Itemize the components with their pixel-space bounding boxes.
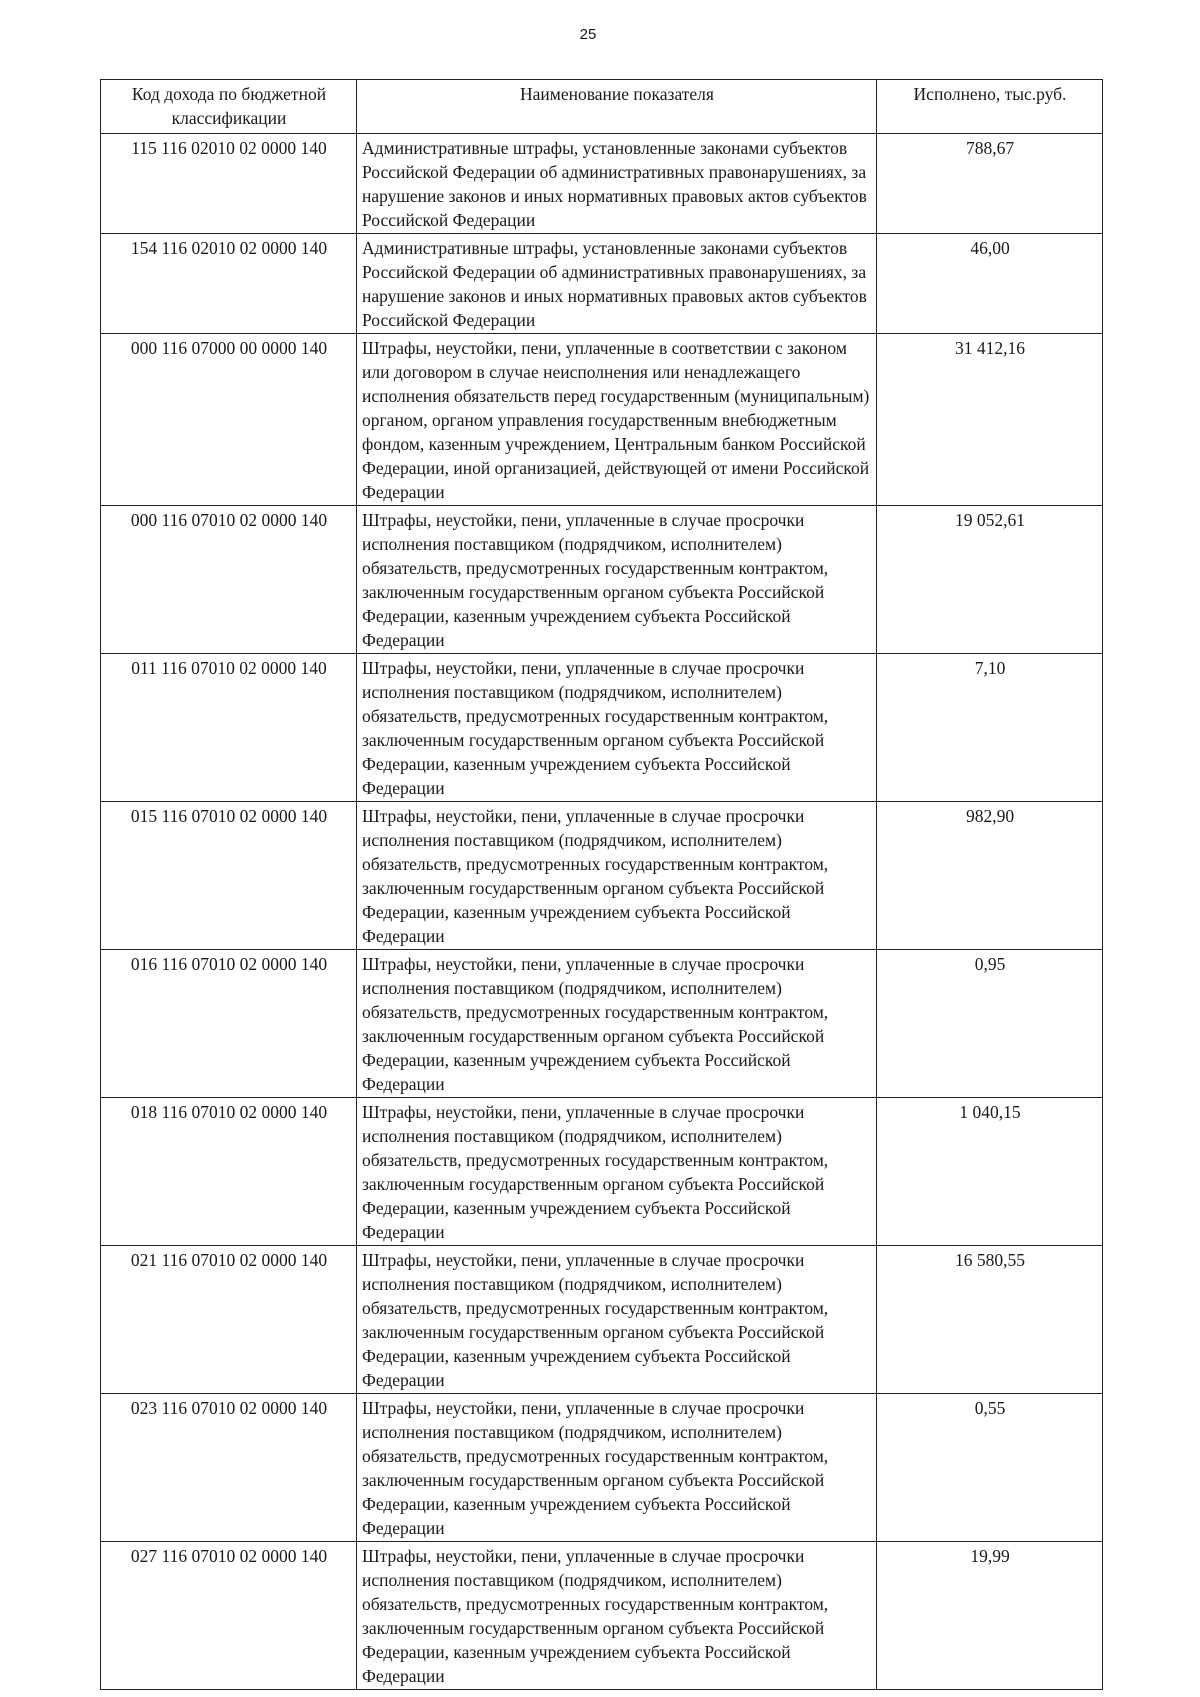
table-row xyxy=(101,1246,1103,1394)
row-name: Штрафы, неустойки, пени, уплаченные в случае просрочки исполнения поставщиком (подрядчиком, исполнителем) обязательств, предусмотренных государственным контрактом, заключенным государственным органом субъекта Российской Федерации, казенным учреждением субъекта Российской Федерации xyxy=(357,950,877,1098)
row-code: 154 116 02010 02 0000 140 xyxy=(101,234,357,334)
row-code: 027 116 07010 02 0000 140 xyxy=(101,1542,357,1690)
row-name: Административные штрафы, установленные законами субъектов Российской Федерации об административных правонарушениях, за нарушение законов и иных нормативных правовых актов субъектов Российской Федерации xyxy=(357,234,877,334)
header-name: Наименование показателя xyxy=(357,80,877,134)
table-body xyxy=(101,134,1103,1690)
table-row xyxy=(101,234,1103,334)
row-value: 19 052,61 xyxy=(877,506,1103,654)
row-code: 115 116 02010 02 0000 140 xyxy=(101,134,357,234)
row-name: Штрафы, неустойки, пени, уплаченные в случае просрочки исполнения поставщиком (подрядчиком, исполнителем) обязательств, предусмотренных государственным контрактом, заключенным государственным органом субъекта Российской Федерации, казенным учреждением субъекта Российской Федерации xyxy=(357,1246,877,1394)
row-name: Административные штрафы, установленные законами субъектов Российской Федерации об административных правонарушениях, за нарушение законов и иных нормативных правовых актов субъектов Российской Федерации xyxy=(357,134,877,234)
row-name: Штрафы, неустойки, пени, уплаченные в случае просрочки исполнения поставщиком (подрядчиком, исполнителем) обязательств, предусмотренных государственным контрактом, заключенным государственным органом субъекта Российской Федерации, казенным учреждением субъекта Российской Федерации xyxy=(357,802,877,950)
row-name: Штрафы, неустойки, пени, уплаченные в случае просрочки исполнения поставщиком (подрядчиком, исполнителем) обязательств, предусмотренных государственным контрактом, заключенным государственным органом субъекта Российской Федерации, казенным учреждением субъекта Российской Федерации xyxy=(357,1394,877,1542)
row-value: 46,00 xyxy=(877,234,1103,334)
row-code: 021 116 07010 02 0000 140 xyxy=(101,1246,357,1394)
row-value: 0,55 xyxy=(877,1394,1103,1542)
row-value: 16 580,55 xyxy=(877,1246,1103,1394)
row-code: 023 116 07010 02 0000 140 xyxy=(101,1394,357,1542)
table-row xyxy=(101,1542,1103,1690)
row-value: 7,10 xyxy=(877,654,1103,802)
table-row xyxy=(101,1098,1103,1246)
row-name: Штрафы, неустойки, пени, уплаченные в соответствии с законом или договором в случае неисполнения или ненадлежащего исполнения обязательств перед государственным (муниципальным) органом, органом управления государственным внебюджетным фондом, казенным учреждением, Центральным банком Российской Федерации, иной организацией, действующей от имени Российской Федерации xyxy=(357,334,877,506)
row-value: 982,90 xyxy=(877,802,1103,950)
page-number: 25 xyxy=(579,26,597,43)
row-name: Штрафы, неустойки, пени, уплаченные в случае просрочки исполнения поставщиком (подрядчиком, исполнителем) обязательств, предусмотренных государственным контрактом, заключенным государственным органом субъекта Российской Федерации, казенным учреждением субъекта Российской Федерации xyxy=(357,506,877,654)
row-code: 000 116 07010 02 0000 140 xyxy=(101,506,357,654)
table-row xyxy=(101,134,1103,234)
table-row xyxy=(101,506,1103,654)
table-row xyxy=(101,654,1103,802)
row-code: 000 116 07000 00 0000 140 xyxy=(101,334,357,506)
header-code: Код дохода по бюджетной классификации xyxy=(101,80,357,134)
row-value: 788,67 xyxy=(877,134,1103,234)
table-row xyxy=(101,802,1103,950)
table-row xyxy=(101,1394,1103,1542)
revenue-table xyxy=(100,79,1103,1690)
row-name: Штрафы, неустойки, пени, уплаченные в случае просрочки исполнения поставщиком (подрядчиком, исполнителем) обязательств, предусмотренных государственным контрактом, заключенным государственным органом субъекта Российской Федерации, казенным учреждением субъекта Российской Федерации xyxy=(357,1542,877,1690)
row-value: 0,95 xyxy=(877,950,1103,1098)
table-row xyxy=(101,950,1103,1098)
table-header xyxy=(101,80,1103,134)
row-name: Штрафы, неустойки, пени, уплаченные в случае просрочки исполнения поставщиком (подрядчиком, исполнителем) обязательств, предусмотренных государственным контрактом, заключенным государственным органом субъекта Российской Федерации, казенным учреждением субъекта Российской Федерации xyxy=(357,654,877,802)
row-code: 016 116 07010 02 0000 140 xyxy=(101,950,357,1098)
row-name: Штрафы, неустойки, пени, уплаченные в случае просрочки исполнения поставщиком (подрядчиком, исполнителем) обязательств, предусмотренных государственным контрактом, заключенным государственным органом субъекта Российской Федерации, казенным учреждением субъекта Российской Федерации xyxy=(357,1098,877,1246)
row-value: 31 412,16 xyxy=(877,334,1103,506)
row-value: 19,99 xyxy=(877,1542,1103,1690)
header-value: Исполнено, тыс.руб. xyxy=(877,80,1103,134)
table-row xyxy=(101,334,1103,506)
row-code: 011 116 07010 02 0000 140 xyxy=(101,654,357,802)
row-code: 018 116 07010 02 0000 140 xyxy=(101,1098,357,1246)
row-value: 1 040,15 xyxy=(877,1098,1103,1246)
row-code: 015 116 07010 02 0000 140 xyxy=(101,802,357,950)
header-row xyxy=(101,80,1103,134)
